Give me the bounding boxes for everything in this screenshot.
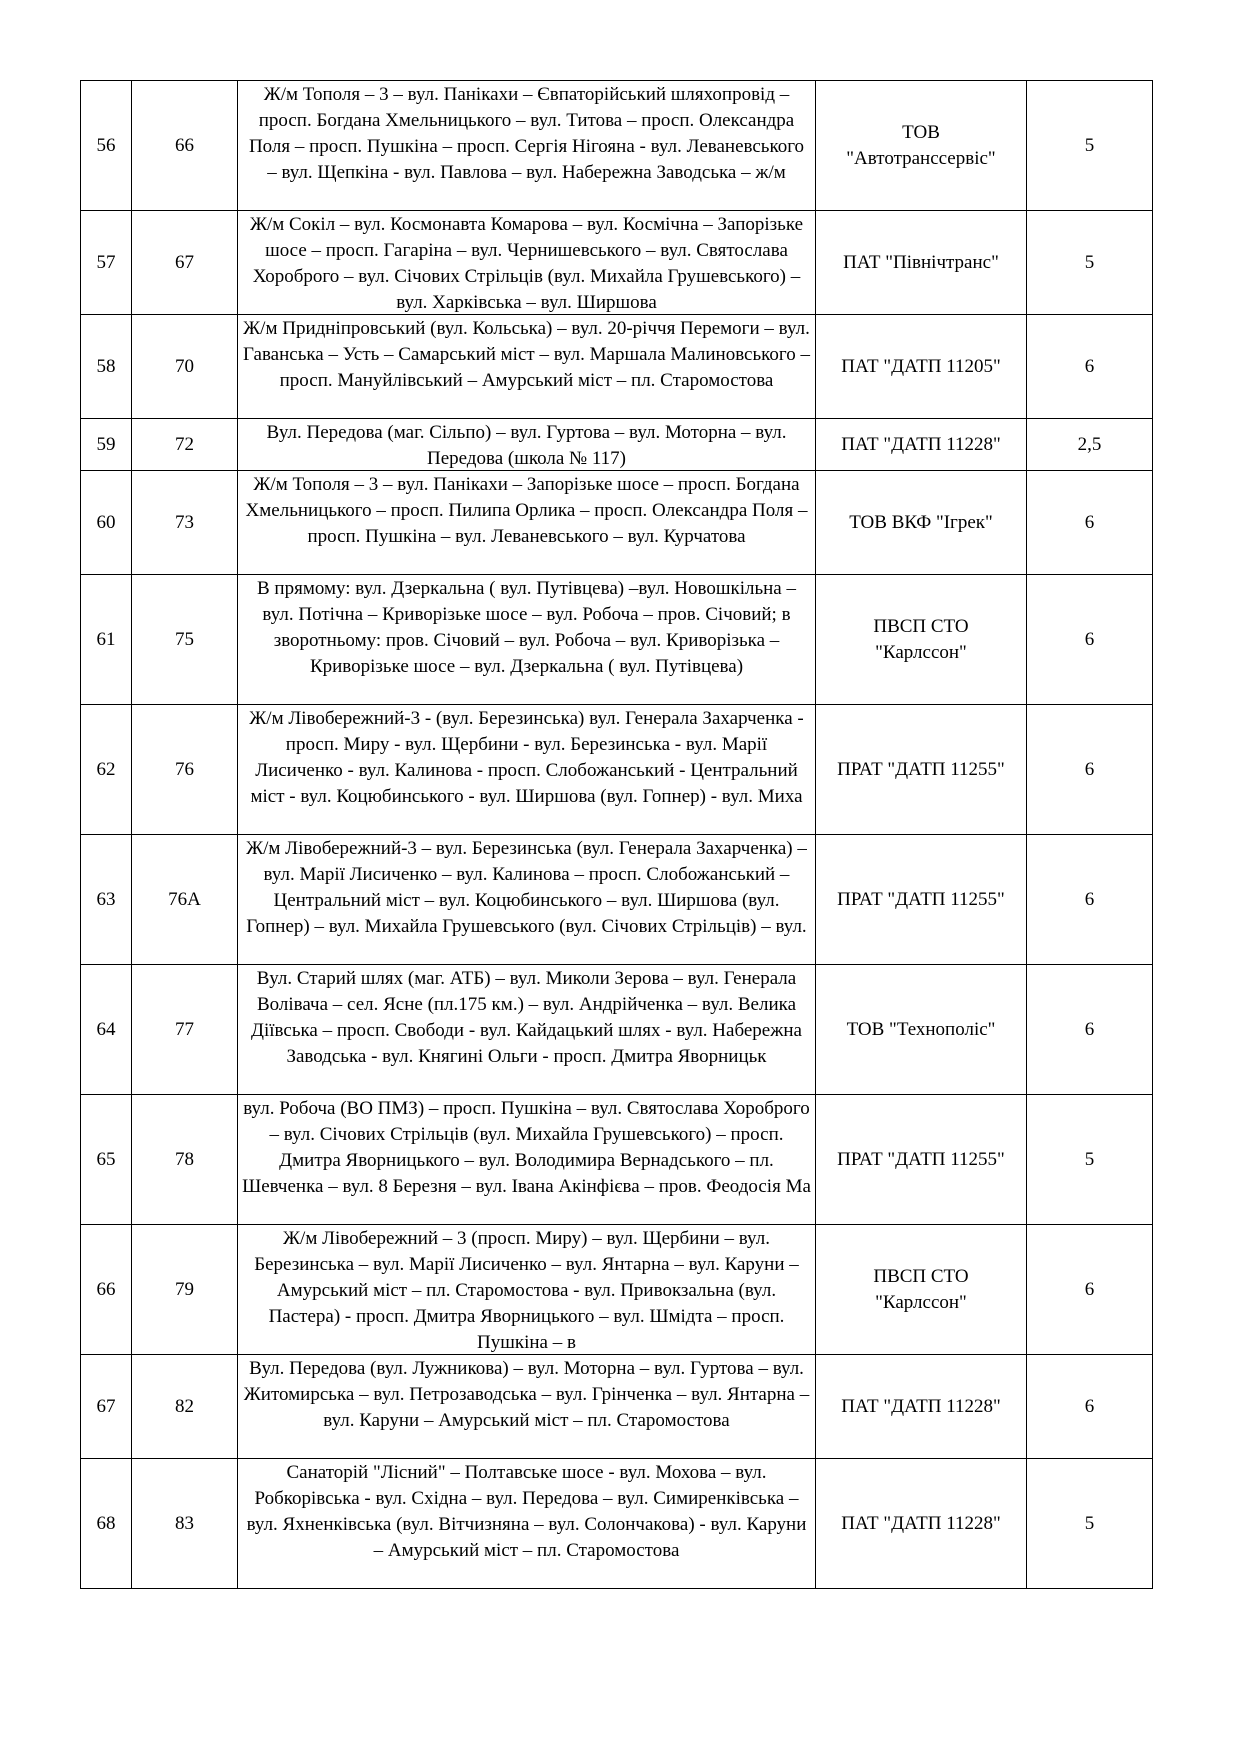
table-row [81, 835, 1153, 965]
row-number: 57 [81, 211, 132, 315]
table-row [81, 471, 1153, 575]
route-description: Ж/м Лівобережний-3 - (вул. Березинська) вул. Генерала Захарченка - просп. Миру - вул. Щербини - вул. Березинська - вул. Марії Лисиченко - вул. Калинова - просп. Слобожанський - Центральний міст - вул. Коцюбинського - вул. Ширшова (вул. Гопнер) - вул. Миха [249, 707, 804, 807]
route-number: 78 [132, 1095, 238, 1225]
row-number: 67 [81, 1355, 132, 1459]
route-description: Вул. Старий шлях (маг. АТБ) – вул. Миколи Зерова – вул. Генерала Волівача – сел. Ясне (пл.175 км.) – вул. Андрійченка – вул. Велика Діївська – просп. Свободи - вул. Кайдацький шлях - вул. Набережна Заводська - вул. Княгині Ольги - просп. Дмитра Яворницьк [251, 967, 802, 1067]
route-description-cell [238, 211, 816, 315]
table-row [81, 315, 1153, 419]
carrier: ПАТ "Північтранс" [816, 211, 1027, 315]
route-description: Санаторій "Лісний" – Полтавське шосе - вул. Мохова – вул. Робкорівська - вул. Східна – вул. Передова – вул. Симиренківська – вул. Яхненківська (вул. Вітчизняна – вул. Солончакова) - вул. Каруни – Амурський міст – пл. Старомостова [246, 1461, 807, 1561]
route-description-cell [238, 471, 816, 575]
interval: 6 [1027, 1355, 1153, 1459]
routes-table [80, 80, 1153, 1589]
route-description-cell [238, 705, 816, 835]
interval: 5 [1027, 1459, 1153, 1589]
route-description: Вул. Передова (маг. Сільпо) – вул. Гуртова – вул. Моторна – вул. Передова (школа № 117) [266, 421, 787, 469]
route-description: Ж/м Тополя – 3 – вул. Панікахи – Євпаторійський шляхопровід – просп. Богдана Хмельницького – вул. Титова – просп. Олександра Поля – просп. Пушкіна – просп. Сергія Нігояна - вул. Леваневського – вул. Щепкіна - вул. Павлова – вул. Набережна Заводська – ж/м [248, 83, 805, 183]
route-number: 79 [132, 1225, 238, 1355]
route-number: 66 [132, 81, 238, 211]
route-number: 67 [132, 211, 238, 315]
table-row [81, 1095, 1153, 1225]
row-number: 61 [81, 575, 132, 705]
row-number: 58 [81, 315, 132, 419]
table-row [81, 1459, 1153, 1589]
row-number: 66 [81, 1225, 132, 1355]
carrier: ТОВ "Технополіс" [816, 965, 1027, 1095]
carrier: ПВСП СТО "Карлссон" [816, 1225, 1027, 1355]
route-description-cell [238, 1095, 816, 1225]
route-description-cell [238, 1225, 816, 1355]
row-number: 63 [81, 835, 132, 965]
route-number: 83 [132, 1459, 238, 1589]
route-description: Ж/м Придніпровський (вул. Кольська) – вул. 20-річчя Перемоги – вул. Гаванська – Усть – Самарський міст – вул. Маршала Малиновського – просп. Мануйлівський – Амурський міст – пл. Старомостова [243, 317, 810, 391]
route-description-cell [238, 965, 816, 1095]
table-row [81, 965, 1153, 1095]
route-number: 73 [132, 471, 238, 575]
route-description-cell [238, 835, 816, 965]
interval: 2,5 [1027, 419, 1153, 471]
row-number: 62 [81, 705, 132, 835]
row-number: 60 [81, 471, 132, 575]
carrier: ПАТ "ДАТП 11228" [816, 419, 1027, 471]
route-number: 76 [132, 705, 238, 835]
route-number: 75 [132, 575, 238, 705]
row-number: 65 [81, 1095, 132, 1225]
table-row [81, 81, 1153, 211]
interval: 6 [1027, 965, 1153, 1095]
interval: 5 [1027, 81, 1153, 211]
table-row [81, 705, 1153, 835]
row-number: 64 [81, 965, 132, 1095]
route-number: 72 [132, 419, 238, 471]
route-description: В прямому: вул. Дзеркальна ( вул. Путівцева) –вул. Новошкільна – вул. Потічна – Криворізьке шосе – вул. Робоча – пров. Січовий; в зворотньому: пров. Січовий – вул. Робоча – вул. Криворізька – Криворізьке шосе – вул. Дзеркальна ( вул. Путівцева) [257, 577, 796, 677]
table-row [81, 1225, 1153, 1355]
route-number: 82 [132, 1355, 238, 1459]
carrier: ПАТ "ДАТП 11228" [816, 1459, 1027, 1589]
carrier: ПАТ "ДАТП 11228" [816, 1355, 1027, 1459]
interval: 6 [1027, 471, 1153, 575]
interval: 6 [1027, 1225, 1153, 1355]
route-description-cell [238, 315, 816, 419]
route-description: Вул. Передова (вул. Лужникова) – вул. Моторна – вул. Гуртова – вул. Житомирська – вул. Петрозаводська – вул. Грінченка – вул. Янтарна – вул. Каруни – Амурський міст – пл. Старомостова [243, 1357, 810, 1431]
row-number: 56 [81, 81, 132, 211]
row-number: 59 [81, 419, 132, 471]
carrier: ПАТ "ДАТП 11205" [816, 315, 1027, 419]
interval: 6 [1027, 835, 1153, 965]
route-description-cell [238, 1459, 816, 1589]
table-row [81, 419, 1153, 471]
interval: 5 [1027, 1095, 1153, 1225]
row-number: 68 [81, 1459, 132, 1589]
carrier: ТОВ "Автотранссервіс" [816, 81, 1027, 211]
interval: 6 [1027, 315, 1153, 419]
route-description: Ж/м Лівобережний – 3 (просп. Миру) – вул. Щербини – вул. Березинська – вул. Марії Лисиченко – вул. Янтарна – вул. Каруни – Амурський міст – пл. Старомостова - вул. Привокзальна (вул. Пастера) - просп. Дмитра Яворницького – вул. Шмідта – просп. Пушкіна – в [254, 1227, 799, 1353]
carrier: ПРАТ "ДАТП 11255" [816, 705, 1027, 835]
carrier: ПРАТ "ДАТП 11255" [816, 1095, 1027, 1225]
table-row [81, 575, 1153, 705]
table-row [81, 1355, 1153, 1459]
route-description: Ж/м Тополя – 3 – вул. Панікахи – Запорізьке шосе – просп. Богдана Хмельницького – просп. Пилипа Орлика – просп. Олександра Поля – просп. Пушкіна – вул. Леваневського – вул. Курчатова [245, 473, 808, 547]
route-description: Ж/м Сокіл – вул. Космонавта Комарова – вул. Космічна – Запорізьке шосе – просп. Гагаріна – вул. Чернишевського – вул. Святослава Хороброго – вул. Січових Стрільців (вул. Михайла Грушевського) – вул. Харківська – вул. Ширшова [249, 213, 804, 313]
table-row [81, 211, 1153, 315]
route-description-cell [238, 419, 816, 471]
carrier: ТОВ ВКФ "Ігрек" [816, 471, 1027, 575]
interval: 5 [1027, 211, 1153, 315]
carrier: ПВСП СТО "Карлссон" [816, 575, 1027, 705]
carrier: ПРАТ "ДАТП 11255" [816, 835, 1027, 965]
route-number: 70 [132, 315, 238, 419]
route-number: 77 [132, 965, 238, 1095]
route-number: 76А [132, 835, 238, 965]
route-description-cell [238, 1355, 816, 1459]
route-description: вул. Робоча (ВО ПМЗ) – просп. Пушкіна – вул. Святослава Хороброго – вул. Січових Стрільців (вул. Михайла Грушевського) – просп. Дмитра Яворницького – вул. Володимира Вернадського – пл. Шевченка – вул. 8 Березня – вул. Івана Акінфієва – пров. Феодосія Ма [242, 1097, 811, 1197]
route-description: Ж/м Лівобережний-3 – вул. Березинська (вул. Генерала Захарченка) – вул. Марії Лисиченко – вул. Калинова – просп. Слобожанський – Центральний міст – вул. Коцюбинського – вул. Ширшова (вул. Гопнер) – вул. Михайла Грушевського (вул. Січових Стрільців) – вул. [246, 837, 807, 937]
route-description-cell [238, 81, 816, 211]
interval: 6 [1027, 705, 1153, 835]
interval: 6 [1027, 575, 1153, 705]
route-description-cell [238, 575, 816, 705]
